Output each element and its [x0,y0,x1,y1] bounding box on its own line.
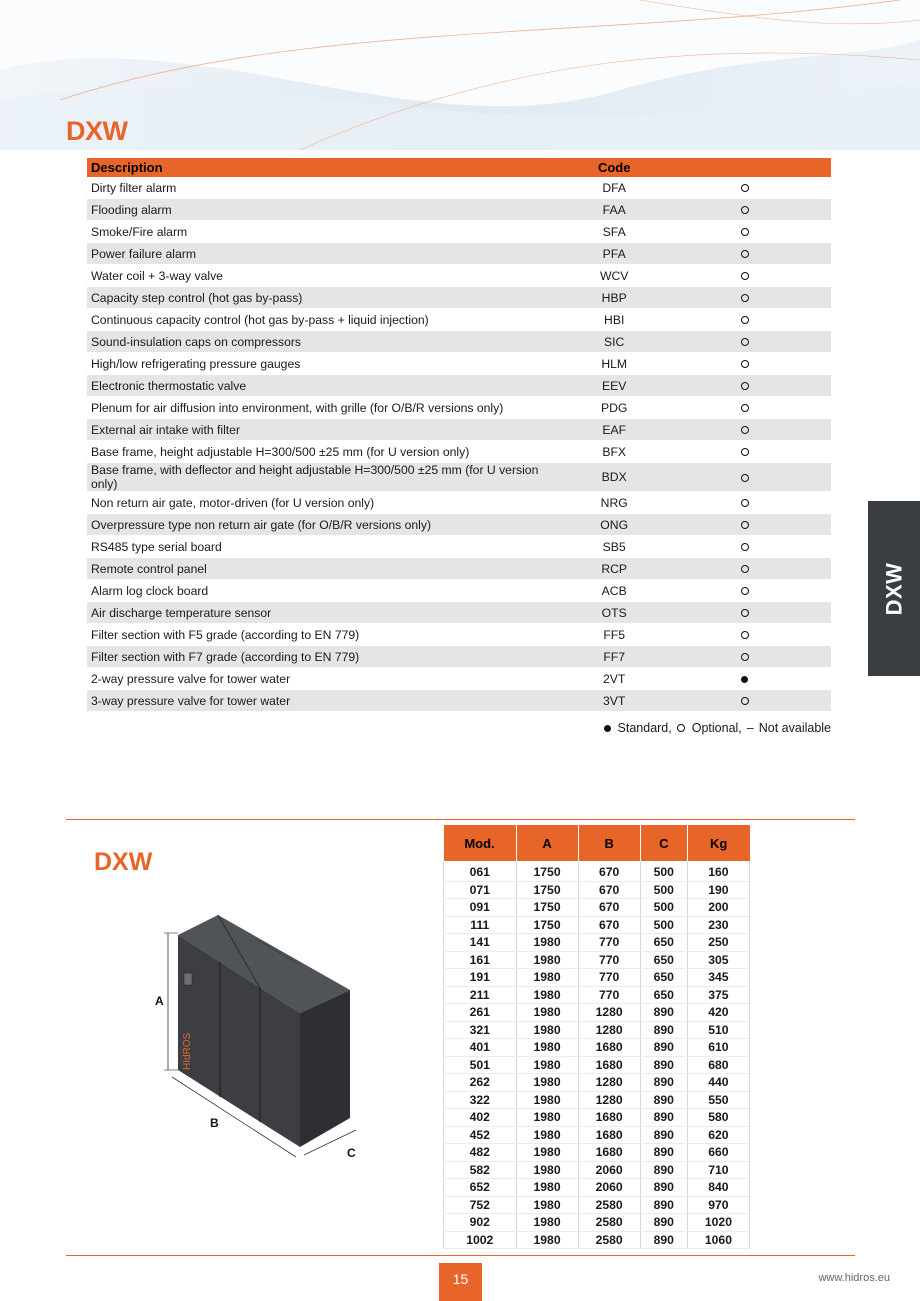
col-header-description: Description [87,158,570,177]
dim-cell: 770 [578,951,640,969]
dim-cell: 670 [578,916,640,934]
table-row [87,646,831,668]
dim-cell: 230 [687,916,749,934]
optional-circle-icon [741,653,749,661]
page-title: DXW [66,116,128,146]
dim-cell: 1002 [444,1231,517,1249]
dim-cell: 261 [444,1004,517,1022]
dim-cell: 345 [687,969,749,987]
optional-circle-icon [741,294,749,302]
dim-cell: 1980 [516,1231,578,1249]
option-code: WCV [570,265,658,287]
col-header-symbol [658,158,831,177]
optional-circle-icon [741,382,749,390]
table-row [87,375,831,397]
dim-cell: 620 [687,1126,749,1144]
dim-cell: 890 [640,1091,687,1109]
option-description: External air intake with filter [87,419,570,441]
dim-cell: 1680 [578,1144,640,1162]
option-description: Remote control panel [87,558,570,580]
table-row [444,1004,750,1022]
option-availability [658,624,831,646]
optional-circle-icon [741,404,749,412]
dim-cell: 890 [640,1109,687,1127]
option-availability [658,514,831,536]
dim-cell: 670 [578,881,640,899]
table-row [87,419,831,441]
dim-cell: 890 [640,1196,687,1214]
table-row [444,986,750,1004]
dim-cell: 890 [640,1004,687,1022]
side-tab-label: DXW [881,562,907,615]
dim-cell: 402 [444,1109,517,1127]
dim-cell: 440 [687,1074,749,1092]
option-description: Filter section with F5 grade (according to EN 779) [87,624,570,646]
option-description: Water coil + 3-way valve [87,265,570,287]
dim-cell: 890 [640,1144,687,1162]
dim-cell: 1280 [578,1091,640,1109]
optional-circle-icon [741,206,749,214]
option-code: BFX [570,441,658,463]
dim-cell: 770 [578,986,640,1004]
table-row [87,514,831,536]
optional-circle-icon [741,565,749,573]
option-code: HBI [570,309,658,331]
dim-col-header: C [640,825,687,861]
dim-cell: 510 [687,1021,749,1039]
legend-standard: Standard, [617,721,672,735]
dim-cell: 482 [444,1144,517,1162]
option-code: ACB [570,580,658,602]
dim-cell: 1680 [578,1109,640,1127]
option-code: FF5 [570,624,658,646]
page-number: 15 [439,1263,482,1301]
option-code: BDX [570,463,658,492]
optional-circle-icon [741,697,749,705]
dimensions-table-header [444,825,750,861]
optional-circle-icon [741,228,749,236]
table-row [87,243,831,265]
dim-cell: 501 [444,1056,517,1074]
option-description: RS485 type serial board [87,536,570,558]
table-row [444,934,750,952]
optional-circle-icon [741,587,749,595]
option-availability [658,419,831,441]
legend [604,721,831,735]
table-row [444,1074,750,1092]
option-description: Filter section with F7 grade (according to EN 779) [87,646,570,668]
option-description: Flooding alarm [87,199,570,221]
dim-cell: 2580 [578,1231,640,1249]
table-row [444,1056,750,1074]
side-tab [868,501,920,676]
option-availability [658,243,831,265]
dim-cell: 1980 [516,1109,578,1127]
option-code: SFA [570,221,658,243]
table-row [444,1144,750,1162]
option-code: HLM [570,353,658,375]
table-row [87,331,831,353]
optional-circle-icon [741,426,749,434]
option-code: 2VT [570,668,658,690]
table-row [87,287,831,309]
option-description: Overpressure type non return air gate (for O/B/R versions only) [87,514,570,536]
dim-cell: 770 [578,934,640,952]
header-swoosh-graphic [0,0,920,150]
table-row [87,199,831,221]
dim-cell: 890 [640,1179,687,1197]
dim-cell: 650 [640,969,687,987]
option-description: Continuous capacity control (hot gas by-pass + liquid injection) [87,309,570,331]
dim-cell: 770 [578,969,640,987]
option-availability [658,287,831,309]
dim-cell: 1280 [578,1074,640,1092]
option-availability [658,397,831,419]
dim-cell: 1980 [516,1179,578,1197]
dimension-c-label: C [347,1146,356,1160]
dim-cell: 1980 [516,951,578,969]
option-availability [658,441,831,463]
dim-cell: 970 [687,1196,749,1214]
dim-cell: 1980 [516,1126,578,1144]
dim-cell: 1980 [516,1144,578,1162]
dim-cell: 1980 [516,969,578,987]
optional-circle-icon [741,272,749,280]
table-row [444,951,750,969]
table-row [87,353,831,375]
standard-dot-icon [741,676,748,683]
dim-cell: 200 [687,899,749,917]
dim-cell: 061 [444,861,517,881]
dim-col-header: Mod. [444,825,517,861]
optional-circle-icon [741,631,749,639]
table-row [444,1179,750,1197]
option-code: PFA [570,243,658,265]
table-row [444,899,750,917]
dim-cell: 160 [687,861,749,881]
footer-divider [66,1255,855,1256]
option-description: Dirty filter alarm [87,177,570,199]
option-code: SIC [570,331,658,353]
dim-cell: 840 [687,1179,749,1197]
dim-cell: 890 [640,1161,687,1179]
dim-cell: 890 [640,1021,687,1039]
dim-cell: 670 [578,899,640,917]
table-row [87,690,831,712]
table-row [87,536,831,558]
option-availability [658,580,831,602]
optional-circle-icon [677,724,685,732]
dim-cell: 680 [687,1056,749,1074]
dim-cell: 580 [687,1109,749,1127]
dim-cell: 1750 [516,899,578,917]
dim-cell: 1680 [578,1126,640,1144]
option-code: PDG [570,397,658,419]
dim-cell: 420 [687,1004,749,1022]
legend-not-available: Not available [758,721,831,735]
option-description: Air discharge temperature sensor [87,602,570,624]
dim-cell: 670 [578,861,640,881]
dim-col-header: A [516,825,578,861]
dim-cell: 710 [687,1161,749,1179]
option-code: RCP [570,558,658,580]
dim-cell: 890 [640,1039,687,1057]
option-availability [658,690,831,712]
dimensions-table [443,825,750,1249]
dim-cell: 650 [640,986,687,1004]
options-table [87,158,831,712]
table-row [87,441,831,463]
table-row [444,1161,750,1179]
dim-cell: 1980 [516,986,578,1004]
dim-cell: 1980 [516,1056,578,1074]
option-code: HBP [570,287,658,309]
table-row [444,1126,750,1144]
option-availability [658,668,831,690]
section-title: DXW [94,848,153,876]
option-code: DFA [570,177,658,199]
table-row [87,602,831,624]
option-code: SB5 [570,536,658,558]
dim-cell: 1280 [578,1004,640,1022]
unit-brand-logo: HIdROS [182,1032,193,1070]
unit-drawing [150,905,370,1165]
option-code: FAA [570,199,658,221]
dim-cell: 1060 [687,1231,749,1249]
table-row [444,1196,750,1214]
table-row [444,861,750,881]
option-description: 3-way pressure valve for tower water [87,690,570,712]
dim-cell: 2060 [578,1179,640,1197]
dim-cell: 321 [444,1021,517,1039]
optional-circle-icon [741,360,749,368]
table-row [444,1091,750,1109]
dash-icon: – [746,721,754,735]
dim-cell: 650 [640,951,687,969]
optional-circle-icon [741,250,749,258]
option-code: FF7 [570,646,658,668]
dim-cell: 752 [444,1196,517,1214]
option-availability [658,492,831,514]
option-description: Smoke/Fire alarm [87,221,570,243]
dim-cell: 1680 [578,1056,640,1074]
dim-cell: 452 [444,1126,517,1144]
option-description: Electronic thermostatic valve [87,375,570,397]
dim-cell: 500 [640,916,687,934]
table-row [444,969,750,987]
table-row [87,177,831,199]
table-row [87,558,831,580]
table-row [87,580,831,602]
table-row [444,916,750,934]
optional-circle-icon [741,543,749,551]
table-row [444,1039,750,1057]
dim-cell: 1980 [516,1196,578,1214]
dim-cell: 401 [444,1039,517,1057]
table-row [87,624,831,646]
option-availability [658,463,831,492]
dimension-a-label: A [155,994,164,1008]
options-table-header [87,158,831,177]
dim-cell: 1750 [516,916,578,934]
dim-cell: 500 [640,881,687,899]
dim-cell: 890 [640,1056,687,1074]
option-availability [658,602,831,624]
optional-circle-icon [741,338,749,346]
option-availability [658,177,831,199]
table-row [444,1231,750,1249]
optional-circle-icon [741,184,749,192]
table-row [87,309,831,331]
col-header-code: Code [570,158,658,177]
dim-cell: 2580 [578,1196,640,1214]
table-row [444,1214,750,1232]
website-link[interactable]: www.hidros.eu [818,1272,890,1284]
dim-cell: 141 [444,934,517,952]
optional-circle-icon [741,499,749,507]
dim-col-header: Kg [687,825,749,861]
option-code: EEV [570,375,658,397]
dim-cell: 1980 [516,1161,578,1179]
dim-cell: 262 [444,1074,517,1092]
option-description: Base frame, with deflector and height adjustable H=300/500 ±25 mm (for U version only) [87,463,570,492]
dim-cell: 2060 [578,1161,640,1179]
dim-cell: 111 [444,916,517,934]
option-description: Plenum for air diffusion into environment, with grille (for O/B/R versions only) [87,397,570,419]
option-code: EAF [570,419,658,441]
dimension-b-label: B [210,1116,219,1130]
dim-cell: 610 [687,1039,749,1057]
option-description: Capacity step control (hot gas by-pass) [87,287,570,309]
dim-cell: 322 [444,1091,517,1109]
dim-cell: 250 [687,934,749,952]
dim-cell: 582 [444,1161,517,1179]
dim-cell: 890 [640,1231,687,1249]
dim-col-header: B [578,825,640,861]
dim-cell: 211 [444,986,517,1004]
dim-cell: 1980 [516,934,578,952]
dim-cell: 305 [687,951,749,969]
dim-cell: 1980 [516,1091,578,1109]
option-availability [658,375,831,397]
dim-cell: 1980 [516,1214,578,1232]
optional-circle-icon [741,521,749,529]
table-row [87,397,831,419]
dim-cell: 652 [444,1179,517,1197]
dim-cell: 1680 [578,1039,640,1057]
dim-cell: 1020 [687,1214,749,1232]
table-row [444,1021,750,1039]
section-divider [66,819,855,820]
dim-cell: 890 [640,1214,687,1232]
option-description: Power failure alarm [87,243,570,265]
optional-circle-icon [741,474,749,482]
dim-cell: 190 [687,881,749,899]
dim-cell: 1750 [516,861,578,881]
dim-cell: 500 [640,899,687,917]
option-description: High/low refrigerating pressure gauges [87,353,570,375]
table-row [444,1109,750,1127]
dim-cell: 191 [444,969,517,987]
option-availability [658,353,831,375]
table-row [87,221,831,243]
dim-cell: 161 [444,951,517,969]
option-description: Base frame, height adjustable H=300/500 ±25 mm (for U version only) [87,441,570,463]
dim-cell: 902 [444,1214,517,1232]
option-code: ONG [570,514,658,536]
dim-cell: 091 [444,899,517,917]
option-availability [658,221,831,243]
table-row [87,463,831,492]
option-availability [658,558,831,580]
option-description: Non return air gate, motor-driven (for U version only) [87,492,570,514]
option-code: 3VT [570,690,658,712]
dim-cell: 071 [444,881,517,899]
dim-cell: 1750 [516,881,578,899]
option-availability [658,646,831,668]
dim-cell: 375 [687,986,749,1004]
dim-cell: 1280 [578,1021,640,1039]
option-availability [658,265,831,287]
dim-cell: 1980 [516,1004,578,1022]
optional-circle-icon [741,448,749,456]
option-code: NRG [570,492,658,514]
dim-cell: 890 [640,1074,687,1092]
option-availability [658,536,831,558]
dim-cell: 660 [687,1144,749,1162]
optional-circle-icon [741,609,749,617]
standard-dot-icon [604,725,611,732]
dim-cell: 1980 [516,1039,578,1057]
option-availability [658,199,831,221]
option-description: 2-way pressure valve for tower water [87,668,570,690]
table-row [444,881,750,899]
option-description: Sound-insulation caps on compressors [87,331,570,353]
dim-cell: 500 [640,861,687,881]
option-description: Alarm log clock board [87,580,570,602]
table-row [87,668,831,690]
option-availability [658,331,831,353]
optional-circle-icon [741,316,749,324]
option-availability [658,309,831,331]
table-row [87,492,831,514]
option-code: OTS [570,602,658,624]
dim-cell: 2580 [578,1214,640,1232]
table-row [87,265,831,287]
dim-cell: 890 [640,1126,687,1144]
legend-optional: Optional, [691,721,742,735]
dim-cell: 550 [687,1091,749,1109]
dim-cell: 650 [640,934,687,952]
dim-cell: 1980 [516,1021,578,1039]
dim-cell: 1980 [516,1074,578,1092]
